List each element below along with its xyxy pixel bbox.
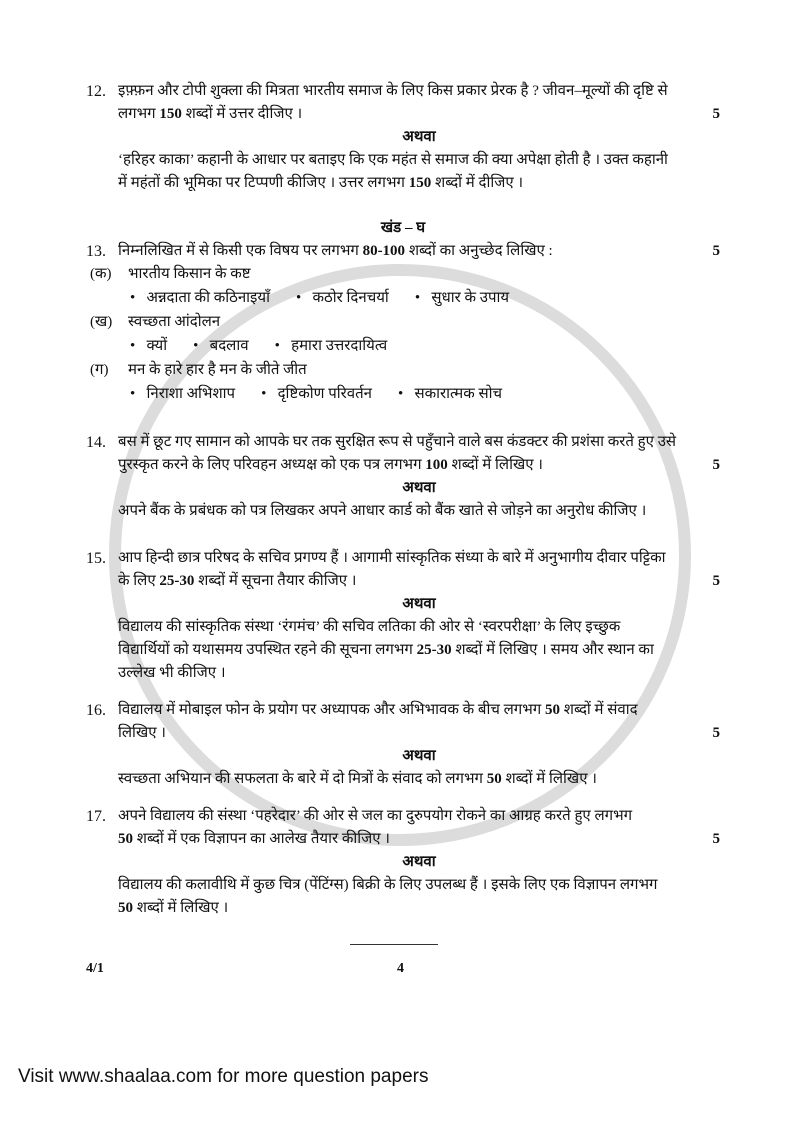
bullet-icon: • xyxy=(414,290,432,306)
option-title: स्वच्छता आंदोलन xyxy=(128,314,221,330)
question-text: निम्नलिखित में से किसी एक विषय पर लगभग 80-100 शब्दों का अनुच्छेद लिखिए : xyxy=(118,243,553,259)
option-label: (ग) xyxy=(90,362,109,378)
bullet-point xyxy=(398,383,502,406)
bullet-icon: • xyxy=(130,386,147,402)
question-text: विद्यालय में मोबाइल फोन के प्रयोग पर अध्यापक और अभिभावक के बीच लगभग 50 शब्दों में संवाद xyxy=(118,702,638,718)
shaalaa-banner-link[interactable]: Visit www.shaalaa.com for more question papers xyxy=(18,1066,429,1087)
alternative-question-text: अपने बैंक के प्रबंधक को पत्र लिखकर अपने आधार कार्ड को बैंक खाते से जोड़ने का अनुरोध कीजिए । xyxy=(118,503,647,519)
alternative-question-text: स्वच्छता अभियान की सफलता के बारे में दो मित्रों के संवाद को लगभग 50 शब्दों में लिखिए । xyxy=(118,771,597,787)
question-number: 14. xyxy=(86,434,106,451)
question-q17 xyxy=(86,805,720,851)
alternative-question-text: विद्यालय की कलावीथि में कुछ चित्र (पेंटिंग्स) बिक्री के लिए उपलब्ध हैं । इसके लिए एक विज्ञापन लगभग xyxy=(118,877,658,893)
option-points xyxy=(86,383,720,406)
marks: 5 xyxy=(712,573,720,589)
question-number: 12. xyxy=(86,83,106,100)
bullet-icon: • xyxy=(261,386,278,402)
point-text: बदलाव xyxy=(209,338,249,354)
bullet-point xyxy=(130,287,270,310)
point-text: अन्नदाता की कठिनाइयाँ xyxy=(146,290,270,306)
option-label: (ख) xyxy=(90,314,113,330)
point-text: क्यों xyxy=(146,338,168,354)
question-text: इफ़्फ़न और टोपी शुक्ला की मित्रता भारतीय समाज के लिए किस प्रकार प्रेरक है ? जीवन–मूल्यों की दृष्टि से xyxy=(118,83,668,99)
question-text: 50 शब्दों में एक विज्ञापन का आलेख तैयार कीजिए । xyxy=(118,831,390,847)
bullet-icon: • xyxy=(130,338,147,354)
alternative-question-text: ‘हरिहर काका’ कहानी के आधार पर बताइए कि एक महंत से समाज की क्या अपेक्षा होती है । उक्त कहानी xyxy=(118,152,668,168)
bullet-point xyxy=(275,335,388,358)
alternative-question-text: विद्यालय की सांस्कृतिक संस्था ‘रंगमंच’ की सचिव लतिका की ओर से ‘स्वरपरीक्षा’ के लिए इच्छुक xyxy=(118,619,621,635)
question-q16 xyxy=(86,699,720,745)
paper-code: 4/1 xyxy=(86,961,104,976)
question-text: के लिए 25-30 शब्दों में सूचना तैयार कीजिए । xyxy=(118,573,357,589)
question-q14 xyxy=(86,431,720,477)
section-heading: खंड – घ xyxy=(380,220,426,236)
spacer xyxy=(86,791,720,805)
alternative-question-text: विद्यार्थियों को यथासमय उपस्थित रहने की सूचना लगभग 25-30 शब्दों में लिखिए । समय और स्थान का xyxy=(118,642,654,658)
alternative-question-text: में महंतों की भूमिका पर टिप्पणी कीजिए । उत्तर लगभग 150 शब्दों में दीजिए । xyxy=(118,175,524,191)
footer xyxy=(86,957,720,980)
bullet-point xyxy=(261,383,372,406)
point-text: सकारात्मक सोच xyxy=(414,386,503,402)
question-number: 13. xyxy=(86,243,106,260)
or-label: अथवा xyxy=(402,480,436,496)
marks: 5 xyxy=(712,831,720,847)
bullet-point xyxy=(296,287,389,310)
marks: 5 xyxy=(712,243,720,259)
option-title: भारतीय किसान के कष्ट xyxy=(128,266,251,282)
alternative-question-text: 50 शब्दों में लिखिए । xyxy=(118,900,229,916)
end-rule xyxy=(350,944,438,945)
point-text: निराशा अभिशाप xyxy=(146,386,236,402)
marks: 5 xyxy=(712,106,720,122)
question-body xyxy=(118,547,698,593)
question-number: 16. xyxy=(86,702,106,719)
option-title: मन के हारे हार है मन के जीते जीत xyxy=(128,362,307,378)
bullet-point xyxy=(193,335,248,358)
question-body xyxy=(118,80,698,126)
bullet-point xyxy=(415,287,509,310)
question-text: लगभग 150 शब्दों में उत्तर दीजिए । xyxy=(118,106,303,122)
bullet-icon: • xyxy=(130,290,147,306)
page-number: 4 xyxy=(397,961,404,976)
bullet-icon: • xyxy=(296,290,313,306)
option-points xyxy=(86,287,720,310)
marks: 5 xyxy=(712,457,720,473)
question-number: 17. xyxy=(86,808,106,825)
or-label: अथवा xyxy=(402,129,436,145)
option-0 xyxy=(86,263,720,286)
alternative-question-text: उल्लेख भी कीजिए । xyxy=(118,665,226,681)
bullet-point xyxy=(130,383,235,406)
option-points xyxy=(86,335,720,358)
question-body xyxy=(118,431,698,477)
question-text: बस में छूट गए सामान को आपके घर तक सुरक्षित रूप से पहुँचाने वाले बस कंडक्टर की प्रशंसा करते हुए उसे xyxy=(118,434,677,450)
option-2 xyxy=(86,359,720,382)
option-label: (क) xyxy=(90,266,112,282)
point-text: सुधार के उपाय xyxy=(431,290,510,306)
question-text: अपने विद्यालय की संस्था ‘पहरेदार’ की ओर से जल का दुरुपयोग रोकने का आग्रह करते हुए लगभग xyxy=(118,808,633,824)
bullet-icon: • xyxy=(193,338,210,354)
question-number: 15. xyxy=(86,550,106,567)
question-q13 xyxy=(86,240,720,263)
question-text: पुरस्कृत करने के लिए परिवहन अध्यक्ष को एक पत्र लगभग 100 शब्दों में लिखिए । xyxy=(118,457,543,473)
point-text: हमारा उत्तरदायित्व xyxy=(291,338,388,354)
or-label: अथवा xyxy=(402,748,436,764)
point-text: कठोर दिनचर्या xyxy=(312,290,389,306)
or-label: अथवा xyxy=(402,596,436,612)
spacer xyxy=(86,407,720,431)
spacer xyxy=(86,523,720,547)
bullet-icon: • xyxy=(397,386,415,402)
question-q15 xyxy=(86,547,720,593)
bullet-icon: • xyxy=(274,338,292,354)
option-1 xyxy=(86,311,720,334)
point-text: दृष्टिकोण परिवर्तन xyxy=(277,386,372,402)
marks: 5 xyxy=(712,725,720,741)
bullet-point xyxy=(130,335,167,358)
spacer xyxy=(86,685,720,699)
question-body xyxy=(118,699,698,745)
question-text: लिखिए । xyxy=(118,725,166,741)
question-body xyxy=(118,805,698,851)
or-label: अथवा xyxy=(402,854,436,870)
question-q12 xyxy=(86,80,720,126)
question-text: आप हिन्दी छात्र परिषद के सचिव प्रगण्य हैं । आगामी सांस्कृतिक संध्या के बारे में अनुभागीय दीवार पट्टिका xyxy=(118,550,666,566)
